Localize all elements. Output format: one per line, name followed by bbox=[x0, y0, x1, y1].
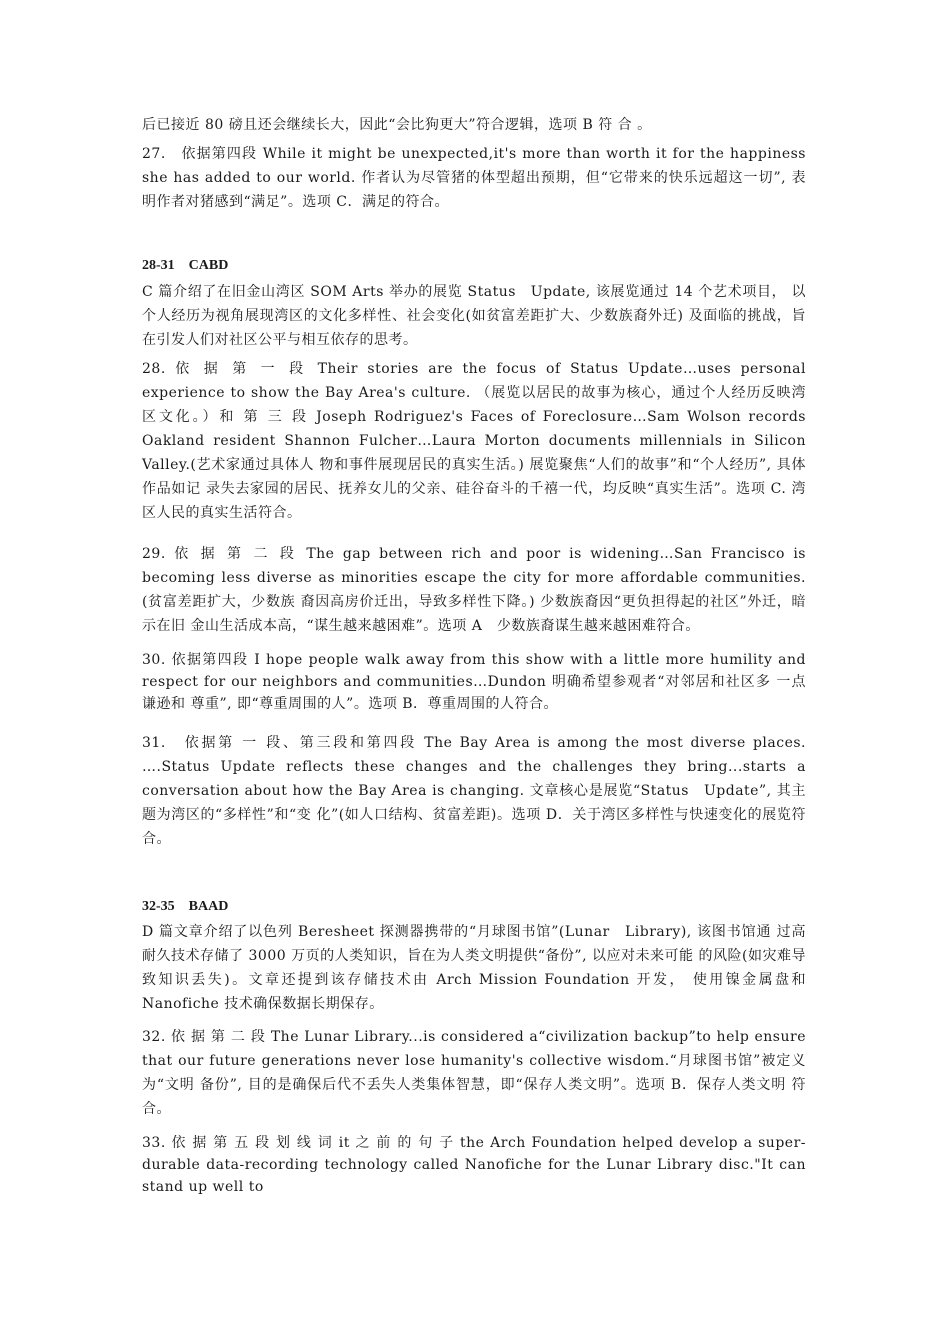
paragraph-q29: 29. 依 据 第 二 段 The gap between rich and poor is widening…San Francisco is becoming less diverse as minorities escape the city for more affordable communities.(贫富差距扩大，少数族 裔因高房价迁出，导致多样性下降。) 少数族裔因“更负担得起的社区”外迁，暗示在旧 金山生活成本高，“谋生越来越困难”。选项 A 少数族裔谋生越来越困难符合。 bbox=[142, 546, 806, 634]
paragraph-q27: 27. 依据第四段 While it might be unexpected,it's more than worth it for the happiness she has added to our world. 作者认为尽管猪的体型超出预期，但“它带来的快乐远超这一切”, 表 明作者对猪感到“满足”。选项 C．满足的符合。 bbox=[142, 146, 806, 210]
paragraph-q31: 31. 依据第 一 段、第三段和第四段 The Bay Area is among the most diverse places. ….Status Update reflects these changes and the challenges they bring...starts a conversation about how the Bay Area is changing. 文章核心是展览“Status Update”, 其主题为湾区的“多样性”和“变 化”(如人口结构、贫富差距)。选项 D．关于湾区多样性与快速变化的展览符合。 bbox=[142, 735, 806, 847]
section-heading-28-31: 28-31 CABD bbox=[142, 258, 229, 273]
section-heading-32-35: 32-35 BAAD bbox=[142, 899, 229, 914]
paragraph-q30: 30. 依据第四段 I hope people walk away from this show with a little more humility and respect for our neighbors and communities…Dundon 明确希望参观者“对邻居和社区多 一点谦逊和 尊重”, 即“尊重周围的人”。选项 B．尊重周围的人符合。 bbox=[142, 652, 806, 712]
paragraph-passage-d-summary: D 篇文章介绍了以色列 Beresheet 探测器携带的“月球图书馆”(Lunar Library), 该图书馆通 过高耐久技术存储了 3000 万页的人类知识，旨在为人类文明提供“备份”, 以应对未来可能 的风险(如灾难导致知识丢失)。文章还提到该存储技术由 Arch Mission Foundation 开发， 使用镍金属盘和 Nanofiche 技术确保数据长期保存。 bbox=[142, 924, 806, 1012]
paragraph-q28: 28. 依 据 第 一 段 Their stories are the focus of Status Update…uses personal experience to show the Bay Area's culture. （展览以居民的故事为核心，通过个人经历反映湾区文化。）和 第 三 段 Joseph Rodriguez's Faces of Foreclosure…Sam Wolson records Oakland resident Shannon Fulcher…Laura Morton documents millennials in Silicon Valley.(艺术家通过具体人 物和事件展现居民的真实生活。) 展览聚焦“人们的故事”和“个人经历”, 具体作品如记 录失去家园的居民、抚养女儿的父亲、硅谷奋斗的千禧一代，均反映“真实生活”。选项 C. 湾区人民的真实生活符合。 bbox=[142, 361, 806, 521]
paragraph-q26-end: 后已接近 80 磅且还会继续长大，因此“会比狗更大”符合逻辑，选项 B 符 合 。 bbox=[142, 117, 652, 133]
paragraph-q33: 33. 依 据 第 五 段 划 线 词 it 之 前 的 句 子 the Arch Foundation helped develop a super-durable data-recording technology called Nanofiche for the Lunar Library disc."It can stand up well to bbox=[142, 1135, 806, 1195]
paragraph-passage-c-summary: C 篇介绍了在旧金山湾区 SOM Arts 举办的展览 Status Update, 该展览通过 14 个艺术项目， 以个人经历为视角展现湾区的文化多样性、社会变化(如贫富差距扩大、少数族裔外迁) 及面临的挑战，旨在引发人们对社区公平与相互依存的思考。 bbox=[142, 284, 806, 348]
paragraph-q32: 32. 依 据 第 二 段 The Lunar Library...is considered a“civilization backup”to help ensure that our future generations never lose humanity's collective wisdom.“月球图书馆”被定义为“文明 备份”, 目的是确保后代不丢失人类集体智慧，即“保存人类文明”。选项 B．保存人类文明 符合。 bbox=[142, 1029, 806, 1117]
